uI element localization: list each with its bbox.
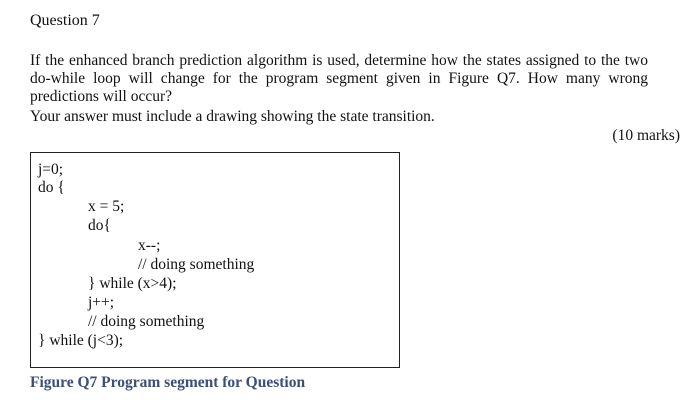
code-line-2: do {: [38, 179, 65, 196]
paragraph-line-2: do-while loop will change for the program segment given in Figure Q7. How many wrong: [30, 70, 648, 87]
code-line-5: x--;: [138, 237, 161, 254]
marks-label: (10 marks): [612, 127, 680, 144]
code-line-4: do{: [88, 217, 111, 234]
question-heading: Question 7: [30, 12, 100, 29]
paragraph-line-1: If the enhanced branch prediction algorithm is used, determine how the states assigned to the two: [30, 52, 648, 69]
program-segment-box: [30, 152, 400, 368]
figure-caption: Figure Q7 Program segment for Question: [30, 374, 306, 391]
question-paragraph: [30, 52, 648, 106]
code-line-3: x = 5;: [88, 198, 125, 215]
code-line-6: // doing something: [138, 256, 255, 273]
code-line-10: } while (j<3);: [38, 332, 124, 349]
code-line-7: } while (x>4);: [88, 275, 177, 292]
code-line-8: j++;: [88, 294, 115, 311]
code-line-9: // doing something: [88, 313, 205, 330]
code-line-1: j=0;: [38, 161, 64, 178]
paragraph-line-3: predictions will occur?: [30, 88, 173, 105]
answer-instruction: Your answer must include a drawing showing the state transition.: [30, 108, 435, 125]
